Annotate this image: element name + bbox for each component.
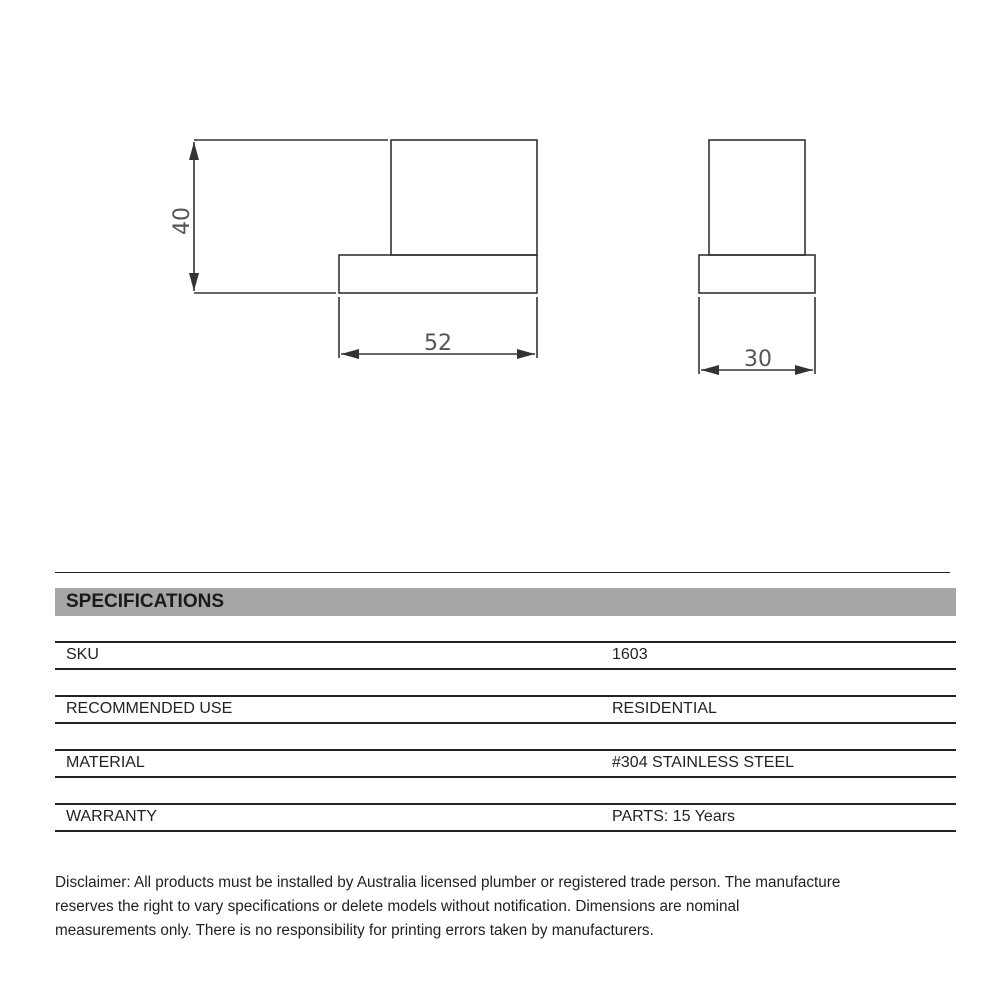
side-view (194, 140, 537, 358)
spec-value: PARTS: 15 Years (612, 808, 736, 825)
spec-row-material (55, 749, 956, 778)
spec-label: SKU (66, 646, 99, 663)
disclaimer-line: measurements only. There is no responsibility for printing errors taken by manufacturers. (55, 922, 654, 939)
disclaimer (55, 871, 955, 943)
arrow-right-depth (517, 349, 535, 359)
front-view-base-plate (699, 255, 815, 293)
spec-label: RECOMMENDED USE (66, 700, 233, 717)
spec-row-warranty (55, 803, 956, 832)
disclaimer-line: Disclaimer: All products must be installed by Australia licensed plumber or registered trade person. The manufacture (55, 874, 841, 891)
side-view-base-plate (339, 255, 537, 293)
disclaimer-line: reserves the right to vary specifications or delete models without notification. Dimensions are nominal (55, 898, 740, 915)
section-divider (55, 572, 950, 573)
specifications-header (55, 588, 956, 616)
spec-label: MATERIAL (66, 754, 145, 771)
spec-value: RESIDENTIAL (612, 700, 717, 717)
dimension-arrows (189, 142, 813, 375)
front-view (699, 140, 815, 374)
side-view-hook-body (391, 140, 537, 255)
arrow-down (189, 273, 199, 291)
front-view-hook-body (709, 140, 805, 255)
spec-label: WARRANTY (66, 808, 157, 825)
height-dimension-label: 40 (170, 207, 195, 235)
arrow-up (189, 142, 199, 160)
width-dimension-label: 30 (744, 347, 772, 372)
depth-dimension-label: 52 (424, 331, 452, 356)
spec-value: 1603 (612, 646, 648, 663)
spec-row-recommended-use (55, 695, 956, 724)
spec-value: #304 STAINLESS STEEL (612, 754, 795, 771)
specifications-title: SPECIFICATIONS (66, 591, 224, 612)
spec-row-sku (55, 641, 956, 670)
arrow-left-depth (341, 349, 359, 359)
